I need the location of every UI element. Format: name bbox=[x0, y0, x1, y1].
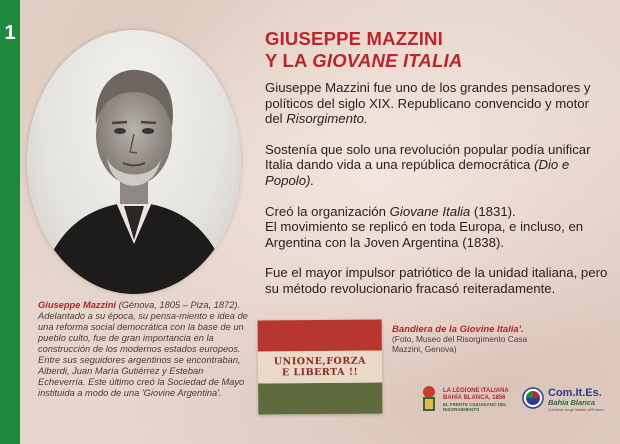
flag-caption-title: Bandiera de la Giovine Italia'. bbox=[392, 324, 524, 335]
portrait-caption bbox=[38, 300, 248, 399]
legione-emblem-icon bbox=[418, 385, 440, 415]
comites-text bbox=[548, 388, 604, 412]
caption-text: (Génova, 1805 – Piza, 1872). Adelantado a su época, su pensa-miento e idea de una reforma social democrática con la base de un pueblo culto, fue de gran importancia en la construcción de los modernos estados europeos. Entre sus seguidores argentinos se encontraban, Alberdi, Juan María Gutiérrez y Esteban Echeverría. Este último creó la Sociedad de Mayo instituida a modo de una 'Giovine Argentina'. bbox=[38, 300, 248, 398]
paragraph-3 bbox=[265, 204, 610, 251]
paragraph-2-text: Sostenía que solo una revolución popular podía unificar Italia dando vida a una república democrática bbox=[265, 141, 591, 173]
paragraph-4: Fue el mayor impulsor patriótico de la unidad italiana, pero su método revolucionario fracasó reiteradamente. bbox=[265, 265, 608, 296]
title-line-2-prefix: Y LA bbox=[265, 50, 313, 71]
flag-green-stripe bbox=[258, 382, 382, 414]
legione-line-1: LA LEGIONE ITALIANA bbox=[443, 388, 509, 394]
legione-sub: EL FRENTE CIUDADANO DEL RISORGIMIENTO bbox=[443, 402, 507, 412]
logo-legione bbox=[418, 382, 518, 418]
flag-caption bbox=[392, 324, 532, 354]
comites-tiny: Comitato degli Italiani all'Estero bbox=[548, 407, 604, 412]
caption-name: Giuseppe Mazzini bbox=[38, 300, 117, 310]
legione-line-2: BAHÍA BLANCA, 1856 bbox=[443, 395, 506, 401]
legione-text bbox=[443, 388, 518, 412]
portrait-image bbox=[27, 30, 241, 294]
paragraph-1 bbox=[265, 80, 610, 127]
comites-name: Com.It.Es. bbox=[548, 387, 602, 399]
flag-motto-line-2: E LIBERTA !! bbox=[281, 366, 359, 379]
logo-comites bbox=[522, 382, 614, 418]
paragraph-2-italic: (Dio e Popolo). bbox=[265, 157, 570, 188]
title-line-1: GIUSEPPE MAZZINI bbox=[265, 28, 443, 49]
flag-white-stripe bbox=[258, 351, 382, 383]
paragraph-2 bbox=[265, 142, 610, 189]
flag-caption-credit: (Foto, Museo del Risorgimento Casa Mazzini, Genova) bbox=[392, 334, 528, 354]
paragraph-1-italic: Risorgimento. bbox=[286, 111, 368, 127]
comites-emblem-icon bbox=[522, 387, 544, 414]
paragraph-3-a: Creó la organización bbox=[265, 203, 390, 219]
paragraph-3-italic: Giovane Italia bbox=[389, 203, 471, 219]
paragraph-3-b: (1831). bbox=[470, 203, 516, 219]
body-text bbox=[265, 80, 610, 312]
title-line-2-italic: GIOVANE ITALIA bbox=[312, 50, 463, 71]
paragraph-3-line-2: El movimiento se replicó en toda Europa, e incluso, en Argentina con la Joven Argentina (1838). bbox=[265, 219, 584, 250]
page-title bbox=[265, 28, 605, 72]
flag-motto bbox=[258, 351, 382, 383]
comites-city: Bahía Blanca bbox=[548, 398, 596, 407]
flag-image bbox=[258, 319, 383, 414]
flag-motto-line-1: UNIONE,FORZA bbox=[273, 355, 367, 368]
page-number: 1 bbox=[4, 22, 16, 44]
side-accent-bar bbox=[0, 0, 20, 444]
paragraph-1-text: Giuseppe Mazzini fue uno de los grandes pensadores y políticos del siglo XIX. Republicano convencido y motor del bbox=[265, 80, 591, 127]
flag-red-stripe bbox=[258, 319, 382, 351]
title-line-2 bbox=[265, 50, 605, 72]
